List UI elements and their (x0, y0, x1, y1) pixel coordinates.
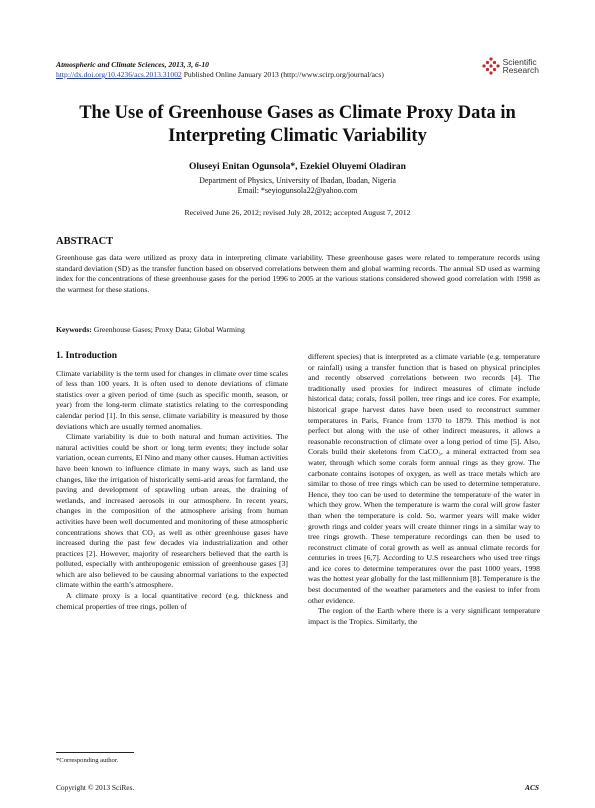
abstract-text: Greenhouse gas data were utilized as proxy data in interpreting climate variability. These greenhouse gases were related to temperature records using standard deviation (SD) as the transfer function based on observed correlations between them and global warming records. The annual SD used as warming index for the concentrations of these greenhouse gases for the period 1996 to 2005 at the various stations considered showed good correlation with 1998 as the warmest for these stations. (56, 253, 540, 294)
published-online: Published Online January 2013 (http://www.scirp.org/journal/acs) (181, 70, 384, 79)
logo-line-1: Scientific (502, 56, 537, 67)
journal-abbreviation: ACS (525, 783, 539, 792)
doi-link[interactable]: http://dx.doi.org/10.4236/acs.2013.31002 (56, 70, 182, 79)
scientific-research-logo-icon (482, 57, 500, 75)
logo-line-2: Research (502, 65, 539, 75)
section-heading: 1. Introduction (56, 351, 118, 361)
received-dates: Received June 26, 2012; revised July 28, 2012; accepted August 7, 2012 (184, 208, 411, 217)
logo-wordmark (503, 58, 539, 75)
left-column (56, 351, 288, 612)
keywords-text: Greenhouse Gases; Proxy Data; Global Warming (91, 325, 245, 334)
body-paragraph: Climate variability is the term used for changes in climate over time scales of less than 100 years. It is often used to denote deviations of climate statistics over a given period of time (such as specific month, season, or year) from the long-term climate statistics relating to the corresponding calendar period [1]. In this sense, climate variability is measured by those deviations which are usually termed anomalies. (56, 368, 288, 431)
publisher-logo (482, 55, 539, 77)
body-paragraph: Climate variability is due to both natural and human activities. The natural activities could be short or long term events; they include solar variation, ocean currents, El Nino and many other causes. Human activities have been known to influence climate in many ways, such as land use changes, like the irrigation of historically semi-arid areas for farmland, the paving and development of sprawling urban areas, the draining of wetlands, and increased aerosols in our atmosphere. In recent years, changes in the composition of the atmosphere arising from human activities have been well documented and monitoring of these atmospheric concentrations shows that CO₂ as well as other greenhouse gases have increased during the past few decades via industrialization and other practices [2]. However, majority of researchers believed that the earth is polluted, especially with anthropogenic emission of greenhouse gases [3] which are also believed to be causing abnormal variations to the expected climate within the earth’s atmosphere. (56, 432, 288, 590)
journal-name: Atmospheric and Climate Sciences (56, 60, 165, 69)
copyright: Copyright © 2013 SciRes. (56, 783, 135, 792)
page-footer (56, 783, 539, 792)
body-paragraph: A climate proxy is a local quantitative record (e.g. thickness and chemical properties of tree rings, pollen of (56, 591, 288, 611)
author-affiliation (0, 176, 595, 196)
paper-title: The Use of Greenhouse Gases as Climate Proxy Data in Interpreting Climatic Variability (79, 103, 516, 146)
author-list: Oluseyi Enitan Ogunsola*, Ezekiel Oluyemi Oladiran (189, 162, 406, 172)
abstract-heading: ABSTRACT (56, 236, 114, 247)
right-column (308, 352, 540, 627)
body-paragraph: The region of the Earth where there is a very significant temperature impact is the Tropics. Similarly, the (308, 606, 540, 626)
journal-citation: , 2013, 3, 6-10 (164, 60, 209, 69)
footnote-rule (56, 752, 134, 753)
journal-header (56, 60, 384, 80)
keywords-label: Keywords: (56, 325, 92, 334)
body-paragraph: different species) that is interpreted as a climate variable (e.g. temperature or rainfall) using a transfer function that is based on physical principles and recently observed correlations between two records [4]. The traditionally used proxies for indirect measures of climate include historical data; corals, fossil pollen, tree rings and ice cores. For example, historical grape harvest dates have been used to reconstruct summer temperatures in Paris, France from 1370 to 1879. This method is not perfect but along with the use of other indirect measures, it allows a reasonable reconstruction of climate over a long period of time [5]. Also, Corals build their skeletons from CaCO₃, a mineral extracted from sea water, through which some corals form annual rings as they grow. The carbonate contains isotopes of oxygen, as well as trace metals which are similar to those of tree rings which can be used to determine temperature. Hence, they too can be used to determine the temperature of the water in which they grow. When the temperature is warm the coral will grow faster than when the temperature is cold. So, warmer years will make wider growth rings and colder years will create thinner rings in a similar way to tree rings growth. These temperature recordings can then be used to reconstruct climate of coral growth as well as annual climate records for centuries in trees [6,7]. According to U.S researchers who used tree rings and ice cores to determine temperatures over the past 1000 years, 1998 was the hottest year globally for the last millennium [8]. Temperature is the best documented of the weather parameters and the easiest to infer from other evidence. (308, 352, 540, 605)
email-line: Email: *seyiogunsola22@yahoo.com (237, 186, 358, 195)
affiliation-line: Department of Physics, University of Ibadan, Ibadan, Nigeria (199, 176, 396, 185)
keywords (56, 325, 245, 334)
footnote: *Corresponding author. (56, 757, 119, 764)
